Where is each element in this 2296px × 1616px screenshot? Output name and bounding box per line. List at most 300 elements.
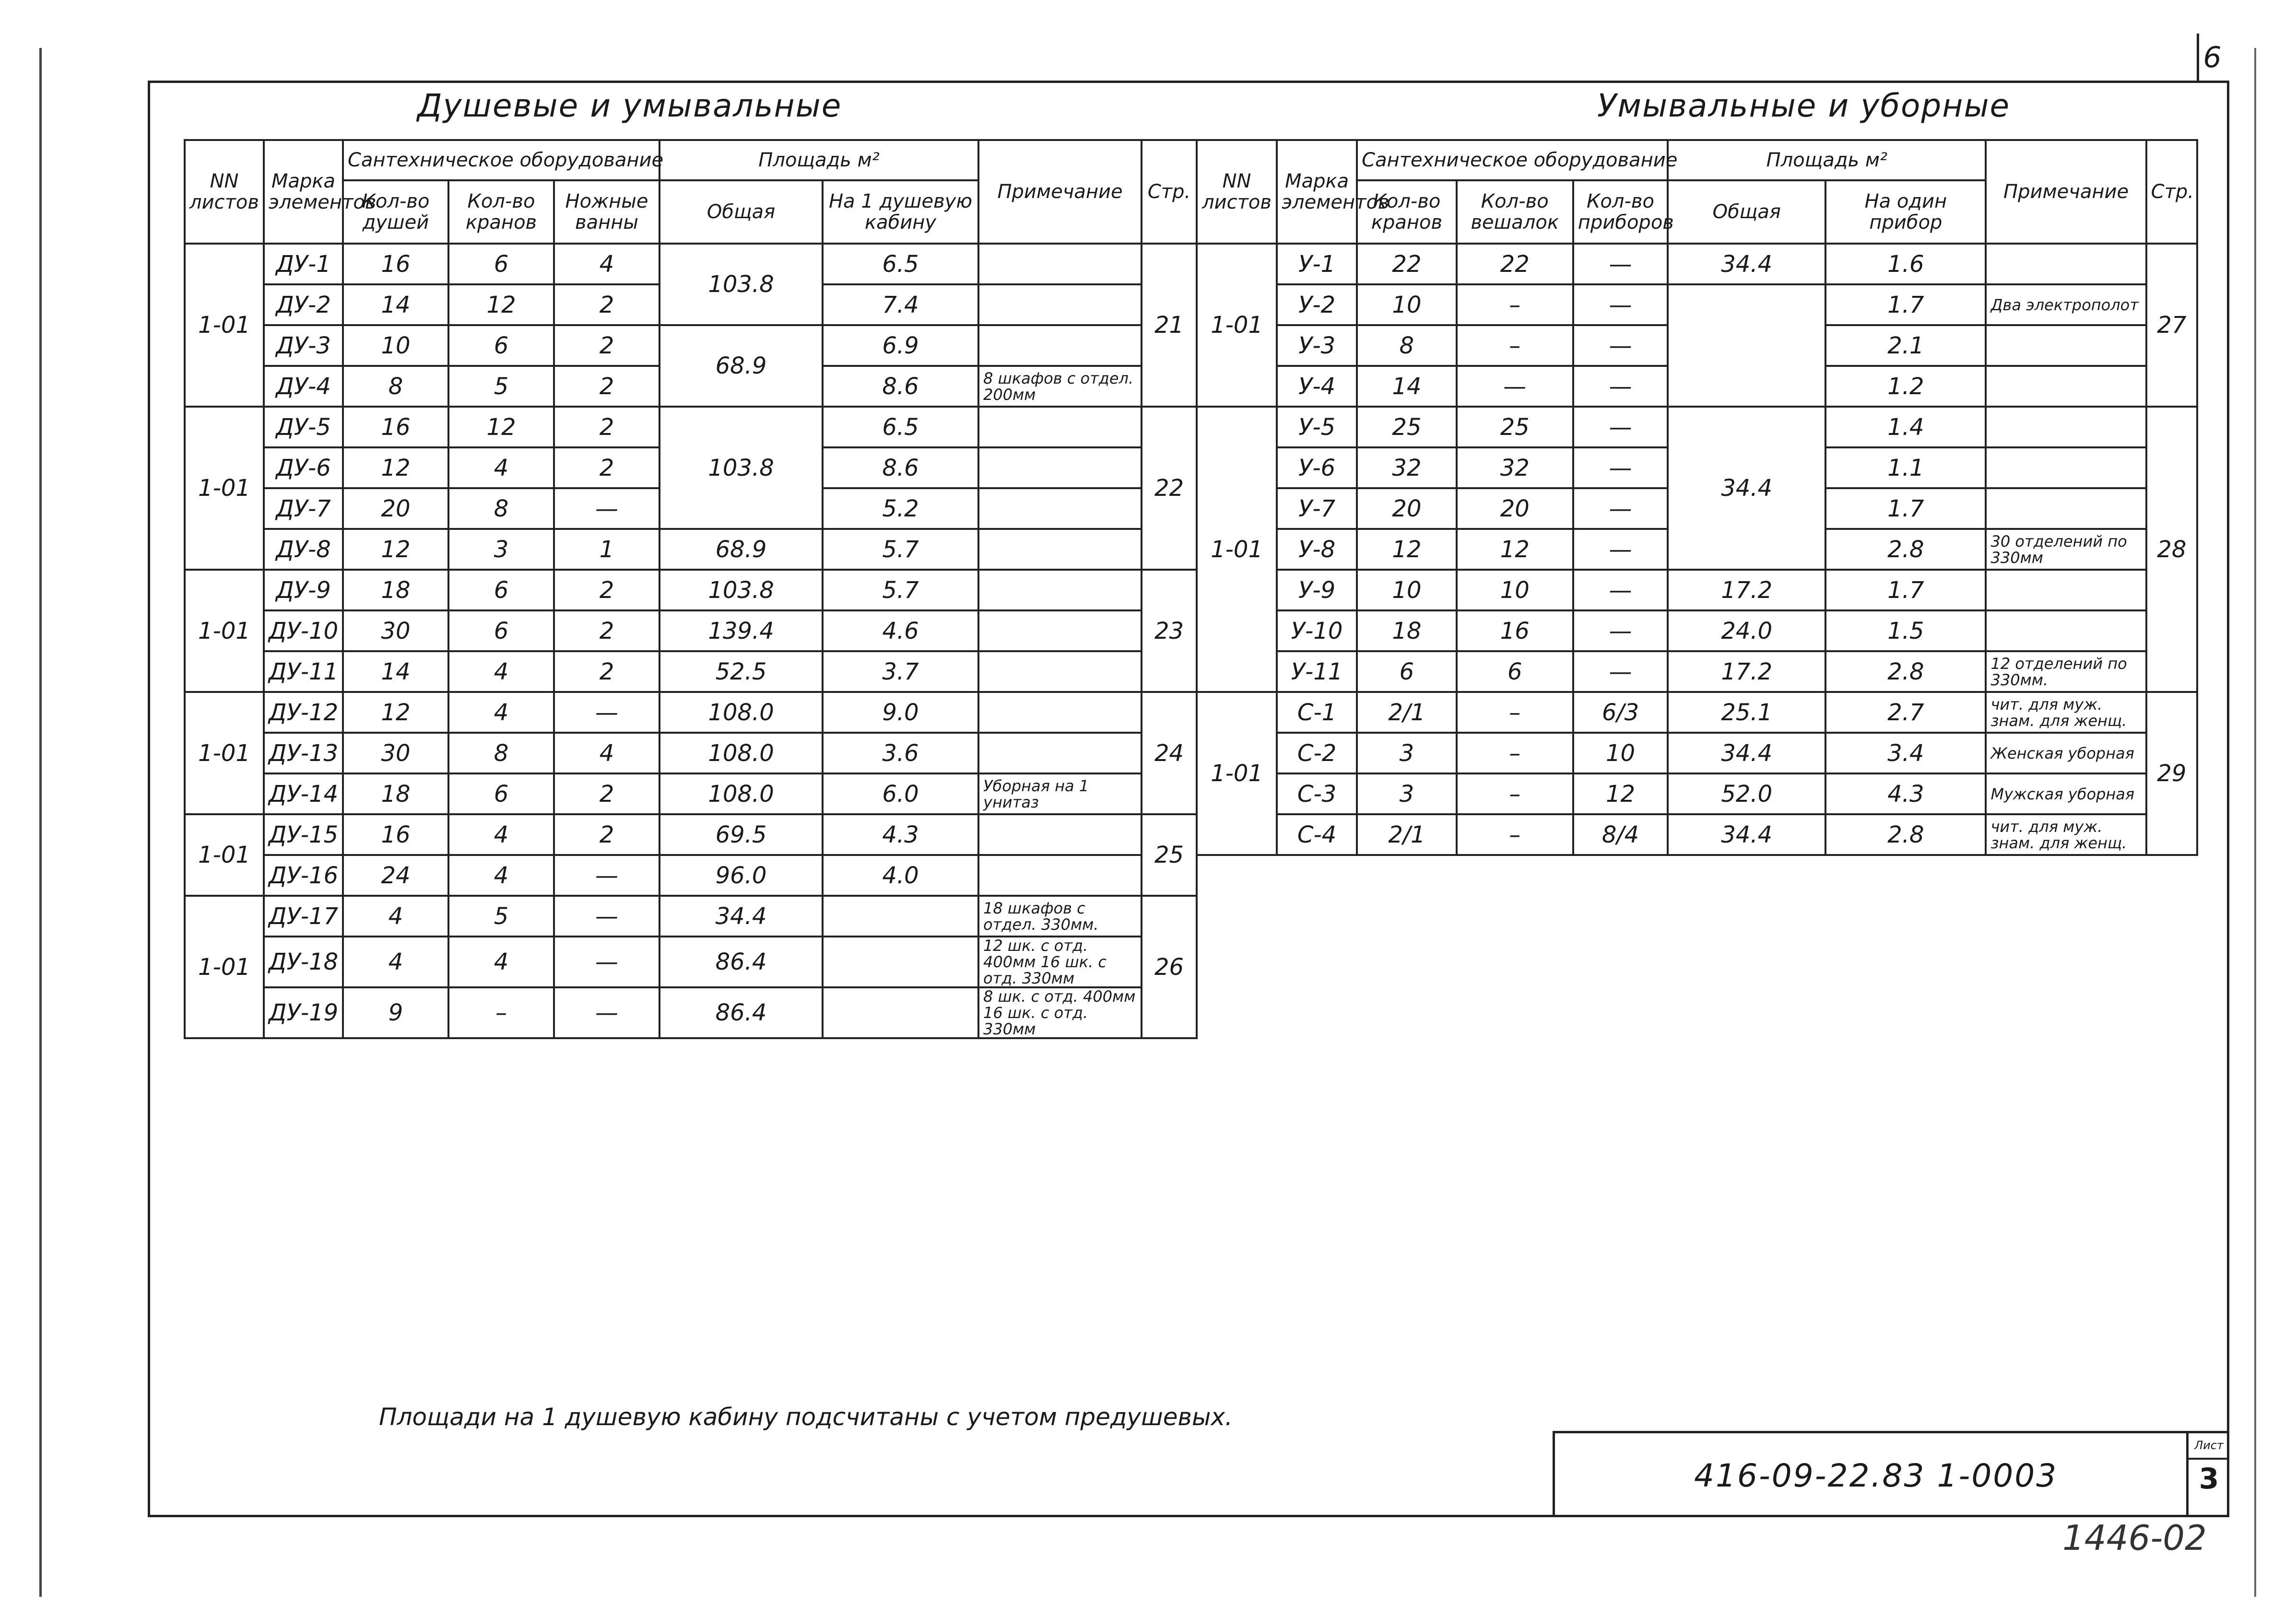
title-block bbox=[1553, 1431, 2229, 1517]
cell-per: 1.2 bbox=[1825, 366, 1986, 407]
cell-total: 108.0 bbox=[659, 733, 823, 773]
col-equipment-group: Сантехническое оборудование bbox=[343, 140, 659, 180]
col-page: Стр. bbox=[1142, 140, 1197, 244]
cell-hangers: 20 bbox=[1457, 488, 1573, 529]
cell-taps: 4 bbox=[448, 447, 554, 488]
cell-note: Два электрополот bbox=[1986, 284, 2146, 325]
cell-devices: 8/4 bbox=[1573, 814, 1668, 855]
cell-per: 1.6 bbox=[1825, 244, 1986, 284]
cell-mark: ДУ-12 bbox=[264, 692, 343, 733]
cell-devices: — bbox=[1573, 610, 1668, 651]
cell-per: 4.3 bbox=[1825, 773, 1986, 814]
page-number: 6 bbox=[2197, 34, 2225, 82]
col-area-total: Общая bbox=[1668, 180, 1825, 244]
cell-per: 3.6 bbox=[823, 733, 978, 773]
cell-note bbox=[1986, 447, 2146, 488]
cell-per bbox=[823, 937, 978, 987]
cell-mark: У-1 bbox=[1277, 244, 1357, 284]
cell-taps: 10 bbox=[1357, 284, 1457, 325]
cell-total: 86.4 bbox=[659, 937, 823, 987]
cell-hangers: – bbox=[1457, 773, 1573, 814]
cell-per: 9.0 bbox=[823, 692, 978, 733]
col-area-total: Общая bbox=[659, 180, 823, 244]
cell-taps: 32 bbox=[1357, 447, 1457, 488]
cell-note bbox=[978, 244, 1142, 284]
cell-note bbox=[978, 651, 1142, 692]
cell-total: 103.8 bbox=[659, 407, 823, 529]
cell-taps: 14 bbox=[1357, 366, 1457, 407]
cell-mark: У-4 bbox=[1277, 366, 1357, 407]
cell-showers: 12 bbox=[343, 447, 448, 488]
cell-total: 108.0 bbox=[659, 692, 823, 733]
cell-hangers: 12 bbox=[1457, 529, 1573, 570]
col-equipment-group: Сантехническое оборудование bbox=[1357, 140, 1668, 180]
col-showers: Кол-во душей bbox=[343, 180, 448, 244]
cell-foot: — bbox=[554, 987, 659, 1038]
washrooms-table bbox=[1196, 139, 2198, 856]
cell-mark: ДУ-17 bbox=[264, 896, 343, 937]
cell-note: 8 шкафов с отдел. 200мм bbox=[978, 366, 1142, 407]
cell-taps: 3 bbox=[1357, 773, 1457, 814]
cell-taps: – bbox=[448, 987, 554, 1038]
table-row bbox=[185, 692, 1197, 733]
col-sheets: NN листов bbox=[185, 140, 264, 244]
cell-hangers: — bbox=[1457, 366, 1573, 407]
cell-mark: ДУ-8 bbox=[264, 529, 343, 570]
cell-showers: 12 bbox=[343, 529, 448, 570]
cell-total: 68.9 bbox=[659, 325, 823, 407]
col-taps: Кол-во кранов bbox=[448, 180, 554, 244]
table-row bbox=[185, 610, 1197, 651]
cell-per: 2.1 bbox=[1825, 325, 1986, 366]
table-row bbox=[185, 855, 1197, 896]
cell-note bbox=[978, 447, 1142, 488]
cell-foot: 2 bbox=[554, 773, 659, 814]
cell-taps: 4 bbox=[448, 937, 554, 987]
table-row bbox=[1197, 407, 2197, 447]
cell-showers: 9 bbox=[343, 987, 448, 1038]
col-taps: Кол-во кранов bbox=[1357, 180, 1457, 244]
cell-note bbox=[978, 325, 1142, 366]
cell-devices: — bbox=[1573, 447, 1668, 488]
cell-taps: 12 bbox=[448, 407, 554, 447]
cell-per: 2.8 bbox=[1825, 651, 1986, 692]
cell-mark: ДУ-10 bbox=[264, 610, 343, 651]
cell-devices: 10 bbox=[1573, 733, 1668, 773]
cell-mark: ДУ-1 bbox=[264, 244, 343, 284]
cell-mark: ДУ-7 bbox=[264, 488, 343, 529]
table-row bbox=[185, 244, 1197, 284]
cell-mark: У-7 bbox=[1277, 488, 1357, 529]
cell-sheet: 1-01 bbox=[185, 896, 264, 1038]
cell-devices: — bbox=[1573, 407, 1668, 447]
cell-page: 29 bbox=[2146, 692, 2197, 855]
cell-taps: 12 bbox=[448, 284, 554, 325]
cell-note: чит. для муж. знам. для женщ. bbox=[1986, 692, 2146, 733]
cell-taps: 3 bbox=[448, 529, 554, 570]
cell-devices: — bbox=[1573, 570, 1668, 610]
cell-hangers: – bbox=[1457, 284, 1573, 325]
cell-devices: 6/3 bbox=[1573, 692, 1668, 733]
cell-foot: — bbox=[554, 896, 659, 937]
cell-total bbox=[1668, 284, 1825, 407]
cell-mark: ДУ-9 bbox=[264, 570, 343, 610]
sheet-label: Лист bbox=[2189, 1433, 2229, 1460]
table-row bbox=[185, 896, 1197, 937]
cell-per: 3.7 bbox=[823, 651, 978, 692]
table-row bbox=[185, 773, 1197, 814]
cell-devices: — bbox=[1573, 284, 1668, 325]
cell-mark: ДУ-16 bbox=[264, 855, 343, 896]
cell-total: 25.1 bbox=[1668, 692, 1825, 733]
cell-taps: 6 bbox=[448, 773, 554, 814]
col-devices: Кол-во приборов bbox=[1573, 180, 1668, 244]
cell-note bbox=[1986, 244, 2146, 284]
cell-showers: 18 bbox=[343, 570, 448, 610]
cell-foot: 4 bbox=[554, 733, 659, 773]
table-row bbox=[185, 570, 1197, 610]
cell-foot: 2 bbox=[554, 610, 659, 651]
cell-per: 2.7 bbox=[1825, 692, 1986, 733]
table-row bbox=[185, 733, 1197, 773]
table-row bbox=[185, 987, 1197, 1038]
cell-taps: 4 bbox=[448, 855, 554, 896]
cell-per: 4.3 bbox=[823, 814, 978, 855]
cell-total: 103.8 bbox=[659, 244, 823, 325]
cell-per: 1.7 bbox=[1825, 488, 1986, 529]
table-row bbox=[1197, 733, 2197, 773]
cell-sheet: 1-01 bbox=[1197, 407, 1277, 692]
cell-mark: С-1 bbox=[1277, 692, 1357, 733]
cell-taps: 6 bbox=[1357, 651, 1457, 692]
right-table-title: Умывальные и уборные bbox=[1597, 87, 2011, 124]
cell-per bbox=[823, 987, 978, 1038]
cell-total: 34.4 bbox=[1668, 814, 1825, 855]
cell-showers: 16 bbox=[343, 407, 448, 447]
cell-hangers: 25 bbox=[1457, 407, 1573, 447]
cell-note bbox=[1986, 570, 2146, 610]
cell-page: 26 bbox=[1142, 896, 1197, 1038]
cell-showers: 12 bbox=[343, 692, 448, 733]
cell-note bbox=[978, 407, 1142, 447]
cell-taps: 2/1 bbox=[1357, 814, 1457, 855]
cell-taps: 5 bbox=[448, 896, 554, 937]
cell-page: 23 bbox=[1142, 570, 1197, 692]
cell-taps: 6 bbox=[448, 610, 554, 651]
cell-total: 34.4 bbox=[1668, 244, 1825, 284]
cell-mark: У-8 bbox=[1277, 529, 1357, 570]
cell-per: 6.0 bbox=[823, 773, 978, 814]
cell-sheet: 1-01 bbox=[185, 244, 264, 407]
cell-devices: — bbox=[1573, 325, 1668, 366]
cell-note bbox=[978, 610, 1142, 651]
cell-mark: ДУ-5 bbox=[264, 407, 343, 447]
col-area-group: Площадь м² bbox=[659, 140, 978, 180]
cell-page: 25 bbox=[1142, 814, 1197, 896]
cell-per: 1.7 bbox=[1825, 570, 1986, 610]
sheet-cell bbox=[2186, 1433, 2229, 1517]
cell-note bbox=[1986, 407, 2146, 447]
cell-taps: 6 bbox=[448, 244, 554, 284]
col-area-per: На 1 душевую кабину bbox=[823, 180, 978, 244]
cell-per: 2.8 bbox=[1825, 814, 1986, 855]
cell-per: 1.5 bbox=[1825, 610, 1986, 651]
cell-page: 24 bbox=[1142, 692, 1197, 814]
cell-devices: — bbox=[1573, 529, 1668, 570]
cell-mark: С-3 bbox=[1277, 773, 1357, 814]
right-edge-line bbox=[2254, 48, 2256, 1597]
cell-foot: 2 bbox=[554, 570, 659, 610]
cell-note bbox=[1986, 325, 2146, 366]
cell-mark: ДУ-4 bbox=[264, 366, 343, 407]
cell-foot: — bbox=[554, 937, 659, 987]
cell-note bbox=[978, 692, 1142, 733]
cell-foot: 2 bbox=[554, 447, 659, 488]
cell-mark: ДУ-19 bbox=[264, 987, 343, 1038]
cell-total: 17.2 bbox=[1668, 651, 1825, 692]
cell-showers: 30 bbox=[343, 733, 448, 773]
cell-per: 6.9 bbox=[823, 325, 978, 366]
cell-note bbox=[978, 855, 1142, 896]
col-area-group: Площадь м² bbox=[1668, 140, 1986, 180]
cell-mark: ДУ-15 bbox=[264, 814, 343, 855]
cell-total: 52.5 bbox=[659, 651, 823, 692]
cell-taps: 4 bbox=[448, 814, 554, 855]
cell-hangers: 16 bbox=[1457, 610, 1573, 651]
cell-note bbox=[978, 529, 1142, 570]
cell-taps: 6 bbox=[448, 570, 554, 610]
cell-showers: 4 bbox=[343, 937, 448, 987]
cell-per: 8.6 bbox=[823, 447, 978, 488]
cell-sheet: 1-01 bbox=[185, 407, 264, 570]
cell-note bbox=[978, 570, 1142, 610]
cell-note: Женская уборная bbox=[1986, 733, 2146, 773]
cell-per: 2.8 bbox=[1825, 529, 1986, 570]
cell-sheet: 1-01 bbox=[185, 570, 264, 692]
table-row bbox=[1197, 692, 2197, 733]
left-margin-line bbox=[39, 48, 42, 1597]
cell-per: 6.5 bbox=[823, 407, 978, 447]
col-page: Стр. bbox=[2146, 140, 2197, 244]
cell-mark: У-3 bbox=[1277, 325, 1357, 366]
cell-taps: 22 bbox=[1357, 244, 1457, 284]
cell-taps: 5 bbox=[448, 366, 554, 407]
cell-page: 21 bbox=[1142, 244, 1197, 407]
table-row bbox=[1197, 814, 2197, 855]
cell-total: 103.8 bbox=[659, 570, 823, 610]
cell-total: 68.9 bbox=[659, 529, 823, 570]
cell-per: 1.4 bbox=[1825, 407, 1986, 447]
cell-hangers: – bbox=[1457, 814, 1573, 855]
cell-total: 139.4 bbox=[659, 610, 823, 651]
cell-taps: 6 bbox=[448, 325, 554, 366]
cell-mark: У-9 bbox=[1277, 570, 1357, 610]
cell-mark: С-2 bbox=[1277, 733, 1357, 773]
cell-showers: 20 bbox=[343, 488, 448, 529]
cell-note bbox=[978, 733, 1142, 773]
cell-note: 8 шк. с отд. 400мм 16 шк. с отд. 330мм bbox=[978, 987, 1142, 1038]
cell-note bbox=[978, 814, 1142, 855]
cell-total: 34.4 bbox=[1668, 733, 1825, 773]
cell-devices: 12 bbox=[1573, 773, 1668, 814]
table-row bbox=[185, 325, 1197, 366]
cell-note: 30 отделений по 330мм bbox=[1986, 529, 2146, 570]
cell-per: 8.6 bbox=[823, 366, 978, 407]
cell-taps: 8 bbox=[1357, 325, 1457, 366]
cell-foot: 4 bbox=[554, 244, 659, 284]
cell-note: 18 шкафов с отдел. 330мм. bbox=[978, 896, 1142, 937]
cell-hangers: – bbox=[1457, 733, 1573, 773]
cell-total: 96.0 bbox=[659, 855, 823, 896]
cell-total: 34.4 bbox=[659, 896, 823, 937]
cell-note bbox=[1986, 610, 2146, 651]
cell-per: 4.0 bbox=[823, 855, 978, 896]
cell-taps: 10 bbox=[1357, 570, 1457, 610]
cell-taps: 8 bbox=[448, 733, 554, 773]
cell-taps: 18 bbox=[1357, 610, 1457, 651]
cell-showers: 30 bbox=[343, 610, 448, 651]
cell-note: 12 шк. с отд. 400мм 16 шк. с отд. 330мм bbox=[978, 937, 1142, 987]
col-foot-baths: Ножные ванны bbox=[554, 180, 659, 244]
cell-foot: — bbox=[554, 855, 659, 896]
table-row bbox=[1197, 773, 2197, 814]
cell-note: Уборная на 1 унитаз bbox=[978, 773, 1142, 814]
col-sheets: NN листов bbox=[1197, 140, 1277, 244]
cell-per: 3.4 bbox=[1825, 733, 1986, 773]
cell-showers: 10 bbox=[343, 325, 448, 366]
cell-mark: У-5 bbox=[1277, 407, 1357, 447]
cell-hangers: 10 bbox=[1457, 570, 1573, 610]
cell-showers: 4 bbox=[343, 896, 448, 937]
cell-showers: 18 bbox=[343, 773, 448, 814]
cell-total: 17.2 bbox=[1668, 570, 1825, 610]
cell-showers: 24 bbox=[343, 855, 448, 896]
col-note: Примечание bbox=[978, 140, 1142, 244]
cell-hangers: – bbox=[1457, 325, 1573, 366]
col-mark: Марка элементов bbox=[1277, 140, 1357, 244]
cell-per: 5.2 bbox=[823, 488, 978, 529]
cell-taps: 3 bbox=[1357, 733, 1457, 773]
col-area-per: На один прибор bbox=[1825, 180, 1986, 244]
cell-mark: У-10 bbox=[1277, 610, 1357, 651]
cell-note bbox=[1986, 488, 2146, 529]
cell-foot: 2 bbox=[554, 407, 659, 447]
cell-foot: — bbox=[554, 488, 659, 529]
table-row bbox=[185, 937, 1197, 987]
cell-foot: 2 bbox=[554, 325, 659, 366]
cell-mark: ДУ-2 bbox=[264, 284, 343, 325]
cell-mark: ДУ-18 bbox=[264, 937, 343, 987]
cell-per: 6.5 bbox=[823, 244, 978, 284]
left-table-title: Душевые и умывальные bbox=[417, 87, 842, 124]
cell-per: 5.7 bbox=[823, 570, 978, 610]
cell-per bbox=[823, 896, 978, 937]
cell-mark: ДУ-13 bbox=[264, 733, 343, 773]
cell-showers: 16 bbox=[343, 814, 448, 855]
cell-page: 27 bbox=[2146, 244, 2197, 407]
cell-mark: С-4 bbox=[1277, 814, 1357, 855]
cell-hangers: 32 bbox=[1457, 447, 1573, 488]
cell-per: 7.4 bbox=[823, 284, 978, 325]
table-row bbox=[185, 651, 1197, 692]
sheet-number: 3 bbox=[2199, 1462, 2219, 1496]
cell-total: 86.4 bbox=[659, 987, 823, 1038]
table-row bbox=[1197, 284, 2197, 325]
cell-sheet: 1-01 bbox=[185, 814, 264, 896]
cell-taps: 4 bbox=[448, 651, 554, 692]
cell-foot: 2 bbox=[554, 284, 659, 325]
cell-per: 1.1 bbox=[1825, 447, 1986, 488]
cell-taps: 4 bbox=[448, 692, 554, 733]
table-row bbox=[1197, 244, 2197, 284]
cell-showers: 14 bbox=[343, 651, 448, 692]
cell-foot: 2 bbox=[554, 651, 659, 692]
table-row bbox=[1197, 651, 2197, 692]
cell-foot: — bbox=[554, 692, 659, 733]
cell-per: 5.7 bbox=[823, 529, 978, 570]
col-hangers: Кол-во вешалок bbox=[1457, 180, 1573, 244]
cell-total: 69.5 bbox=[659, 814, 823, 855]
cell-foot: 2 bbox=[554, 366, 659, 407]
table-row bbox=[185, 529, 1197, 570]
cell-taps: 25 bbox=[1357, 407, 1457, 447]
cell-mark: ДУ-6 bbox=[264, 447, 343, 488]
cell-sheet: 1-01 bbox=[185, 692, 264, 814]
cell-taps: 20 bbox=[1357, 488, 1457, 529]
table-row bbox=[1197, 570, 2197, 610]
cell-taps: 8 bbox=[448, 488, 554, 529]
cell-note bbox=[978, 284, 1142, 325]
cell-total: 108.0 bbox=[659, 773, 823, 814]
table-row bbox=[185, 814, 1197, 855]
cell-showers: 16 bbox=[343, 244, 448, 284]
cell-mark: У-11 bbox=[1277, 651, 1357, 692]
cell-mark: ДУ-3 bbox=[264, 325, 343, 366]
cell-note bbox=[1986, 366, 2146, 407]
cell-note: Мужская уборная bbox=[1986, 773, 2146, 814]
cell-page: 22 bbox=[1142, 407, 1197, 570]
cell-note: 12 отделений по 330мм. bbox=[1986, 651, 2146, 692]
cell-foot: 1 bbox=[554, 529, 659, 570]
footnote: Площади на 1 душевую кабину подсчитаны с учетом предушевых. bbox=[379, 1403, 1233, 1431]
cell-devices: — bbox=[1573, 651, 1668, 692]
table-row bbox=[185, 407, 1197, 447]
cell-devices: — bbox=[1573, 488, 1668, 529]
cell-taps: 2/1 bbox=[1357, 692, 1457, 733]
col-mark: Марка элементов bbox=[264, 140, 343, 244]
cell-per: 4.6 bbox=[823, 610, 978, 651]
cell-devices: — bbox=[1573, 366, 1668, 407]
showers-table bbox=[184, 139, 1198, 1039]
cell-showers: 8 bbox=[343, 366, 448, 407]
col-note: Примечание bbox=[1986, 140, 2146, 244]
cell-showers: 14 bbox=[343, 284, 448, 325]
cell-devices: — bbox=[1573, 244, 1668, 284]
cell-total: 24.0 bbox=[1668, 610, 1825, 651]
cell-hangers: – bbox=[1457, 692, 1573, 733]
cell-foot: 2 bbox=[554, 814, 659, 855]
cell-hangers: 6 bbox=[1457, 651, 1573, 692]
cell-sheet: 1-01 bbox=[1197, 244, 1277, 407]
cell-mark: ДУ-14 bbox=[264, 773, 343, 814]
cell-note: чит. для муж. знам. для женщ. bbox=[1986, 814, 2146, 855]
cell-total: 52.0 bbox=[1668, 773, 1825, 814]
cell-taps: 12 bbox=[1357, 529, 1457, 570]
cell-per: 1.7 bbox=[1825, 284, 1986, 325]
cell-total: 34.4 bbox=[1668, 407, 1825, 570]
cell-sheet: 1-01 bbox=[1197, 692, 1277, 855]
cell-note bbox=[978, 488, 1142, 529]
